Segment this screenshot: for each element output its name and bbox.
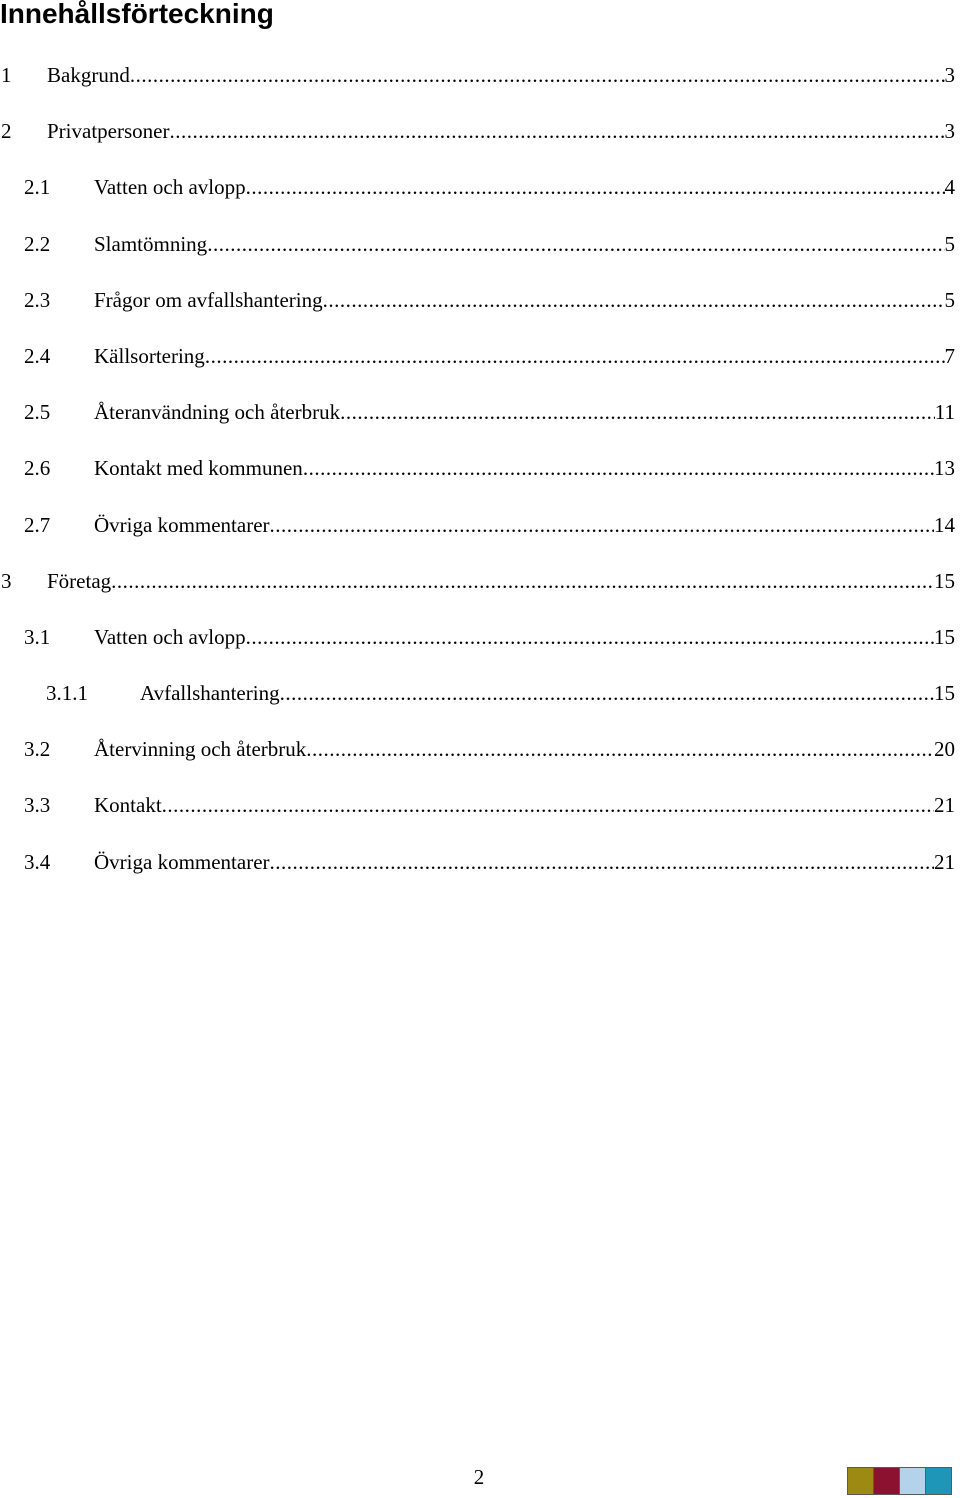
- toc-entry-number: 2.2: [24, 231, 51, 256]
- dot-leader: [303, 451, 934, 485]
- toc-entry-page: 13: [934, 456, 955, 481]
- toc-entry-page: 14: [934, 512, 955, 537]
- toc-entry-row: [24, 395, 955, 429]
- dot-leader: [323, 283, 945, 317]
- toc-entry-row: [24, 732, 955, 766]
- color-swatch: [900, 1468, 926, 1494]
- toc-entry[interactable]: [0, 395, 958, 451]
- dot-leader: [169, 114, 944, 148]
- toc-entry-number: 3.2: [24, 737, 51, 762]
- toc-entry-title: Vatten och avlopp: [94, 624, 246, 649]
- toc-entry-page: 15: [934, 624, 955, 649]
- toc-entry-number: 3.1: [24, 624, 51, 649]
- dot-leader: [111, 564, 934, 598]
- toc-entry[interactable]: [0, 788, 958, 844]
- toc-entry[interactable]: [0, 564, 958, 620]
- toc-entry-page: 11: [934, 400, 955, 425]
- toc-entry[interactable]: [0, 339, 958, 395]
- toc-entry-row: [24, 845, 955, 879]
- toc-entry[interactable]: [0, 732, 958, 788]
- toc-entry[interactable]: [0, 58, 958, 114]
- toc-entry[interactable]: [0, 227, 958, 283]
- dot-leader: [205, 339, 945, 373]
- color-swatch: [926, 1468, 951, 1494]
- toc-entry-page: 15: [934, 681, 955, 706]
- toc-entry-row: [24, 283, 955, 317]
- toc-entry-row: [24, 227, 955, 261]
- toc-entry-title: Övriga kommentarer: [94, 512, 270, 537]
- toc-entry-number: 3: [1, 568, 12, 593]
- toc-entry-page: 21: [934, 849, 955, 874]
- table-of-contents: [0, 58, 958, 901]
- toc-entry-row: [1, 564, 955, 598]
- dot-leader: [246, 170, 945, 204]
- toc-entry-number: 3.4: [24, 849, 51, 874]
- toc-entry-number: 2: [1, 119, 12, 144]
- toc-entry[interactable]: [0, 114, 958, 170]
- dot-leader: [246, 620, 934, 654]
- toc-entry-number: 3.1.1: [46, 681, 88, 706]
- toc-entry-title: Återanvändning och återbruk: [94, 400, 341, 425]
- toc-entry-row: [24, 451, 955, 485]
- footer-color-bar: [847, 1467, 952, 1495]
- toc-entry-row: [24, 620, 955, 654]
- toc-entry[interactable]: [0, 170, 958, 226]
- toc-entry-row: [46, 676, 955, 710]
- toc-entry-page: 20: [934, 737, 955, 762]
- toc-entry-number: 2.1: [24, 175, 51, 200]
- toc-entry-title: Vatten och avlopp: [94, 175, 246, 200]
- toc-entry-row: [1, 114, 955, 148]
- toc-entry[interactable]: [0, 283, 958, 339]
- color-swatch: [848, 1468, 874, 1494]
- toc-entry-title: Övriga kommentarer: [94, 849, 270, 874]
- toc-entry-row: [24, 170, 955, 204]
- toc-entry-number: 2.4: [24, 343, 51, 368]
- toc-entry-number: 3.3: [24, 793, 51, 818]
- toc-entry[interactable]: [0, 845, 958, 901]
- toc-entry-number: 1: [1, 63, 12, 87]
- toc-entry-title: Slamtömning: [94, 231, 208, 256]
- toc-entry-row: [24, 508, 955, 542]
- dot-leader: [270, 845, 934, 879]
- toc-entry-number: 2.3: [24, 287, 51, 312]
- toc-entry-number: 2.7: [24, 512, 51, 537]
- toc-entry[interactable]: [0, 508, 958, 564]
- toc-entry-title: Kontakt med kommunen: [94, 456, 303, 481]
- toc-entry-row: [24, 788, 955, 822]
- toc-entry[interactable]: [0, 620, 958, 676]
- dot-leader: [207, 227, 944, 261]
- toc-entry-page: 5: [944, 231, 955, 256]
- toc-entry-page: 15: [934, 568, 955, 593]
- toc-entry-page: 21: [934, 793, 955, 818]
- dot-leader: [340, 395, 935, 429]
- toc-entry-row: [1, 58, 955, 92]
- toc-entry-title: Privatpersoner: [47, 119, 170, 144]
- toc-entry-title: Källsortering: [94, 343, 205, 368]
- toc-heading: Innehållsförteckning: [0, 0, 274, 29]
- toc-entry-page: 3: [944, 63, 955, 87]
- toc-entry-title: Bakgrund: [47, 63, 130, 87]
- toc-entry[interactable]: [0, 451, 958, 507]
- dot-leader: [280, 676, 934, 710]
- toc-entry-title: Frågor om avfallshantering: [94, 287, 323, 312]
- dot-leader: [270, 508, 934, 542]
- toc-entry-number: 2.5: [24, 400, 51, 425]
- dot-leader: [306, 732, 934, 766]
- toc-entry-number: 2.6: [24, 456, 51, 481]
- dot-leader: [162, 788, 934, 822]
- toc-entry-page: 4: [944, 175, 955, 200]
- toc-entry-title: Avfallshantering: [140, 681, 280, 706]
- toc-entry-title: Återvinning och återbruk: [94, 737, 307, 762]
- toc-entry-page: 5: [944, 287, 955, 312]
- color-swatch: [874, 1468, 900, 1494]
- dot-leader: [130, 58, 945, 92]
- toc-entry[interactable]: [0, 676, 958, 732]
- toc-entry-row: [24, 339, 955, 373]
- toc-entry-page: 3: [944, 119, 955, 144]
- toc-entry-title: Företag: [47, 568, 112, 593]
- page-number: 2: [473, 1465, 485, 1489]
- toc-entry-title: Kontakt: [94, 793, 162, 818]
- toc-entry-page: 7: [944, 343, 955, 368]
